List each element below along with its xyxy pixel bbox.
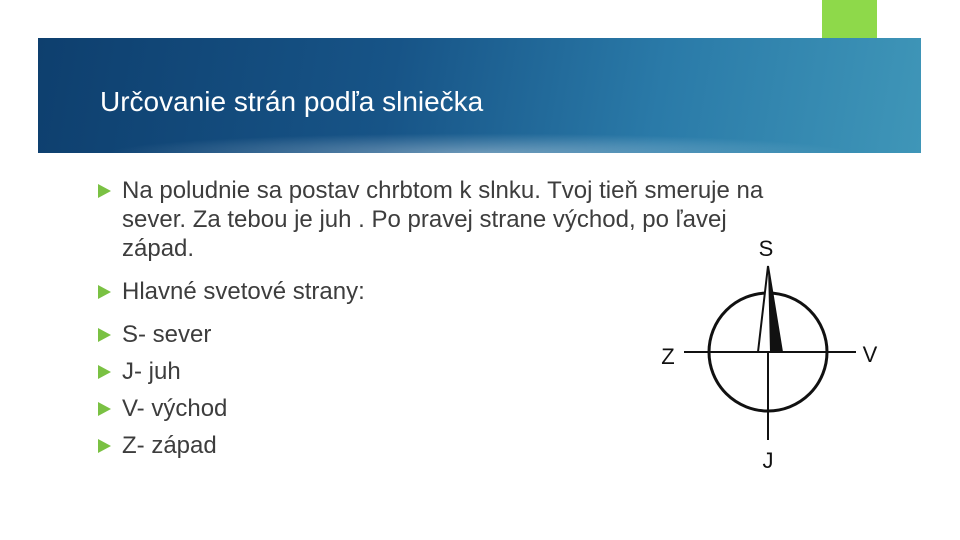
- compass-label-north: S: [758, 236, 774, 261]
- bullet-text: J- juh: [122, 358, 181, 385]
- compass-diagram: [648, 218, 888, 478]
- bullet-text: Na poludnie sa postav chrbtom k slnku. Tvoj tieň smeruje na sever. Za tebou je juh . Po pravej strane východ, po ľavej západ.: [122, 177, 764, 262]
- page-title: Určovanie strán podľa slniečka: [100, 86, 484, 117]
- bullet-arrow-icon: [98, 285, 111, 299]
- bullet-text: V- východ: [122, 395, 228, 422]
- bullet-arrow-icon: [98, 439, 111, 453]
- bullet-arrow-icon: [98, 184, 111, 198]
- compass-label-west: Z: [661, 344, 675, 369]
- bullet-arrow-icon: [98, 402, 111, 416]
- bullet-text: S- sever: [122, 321, 212, 348]
- bullet-arrow-icon: [98, 328, 111, 342]
- compass-label-east: V: [862, 342, 878, 367]
- bullet-text: Z- západ: [122, 432, 217, 459]
- bullet-text: Hlavné svetové strany:: [122, 278, 365, 305]
- compass-label-south: J: [762, 448, 774, 473]
- bullet-arrow-icon: [98, 365, 111, 379]
